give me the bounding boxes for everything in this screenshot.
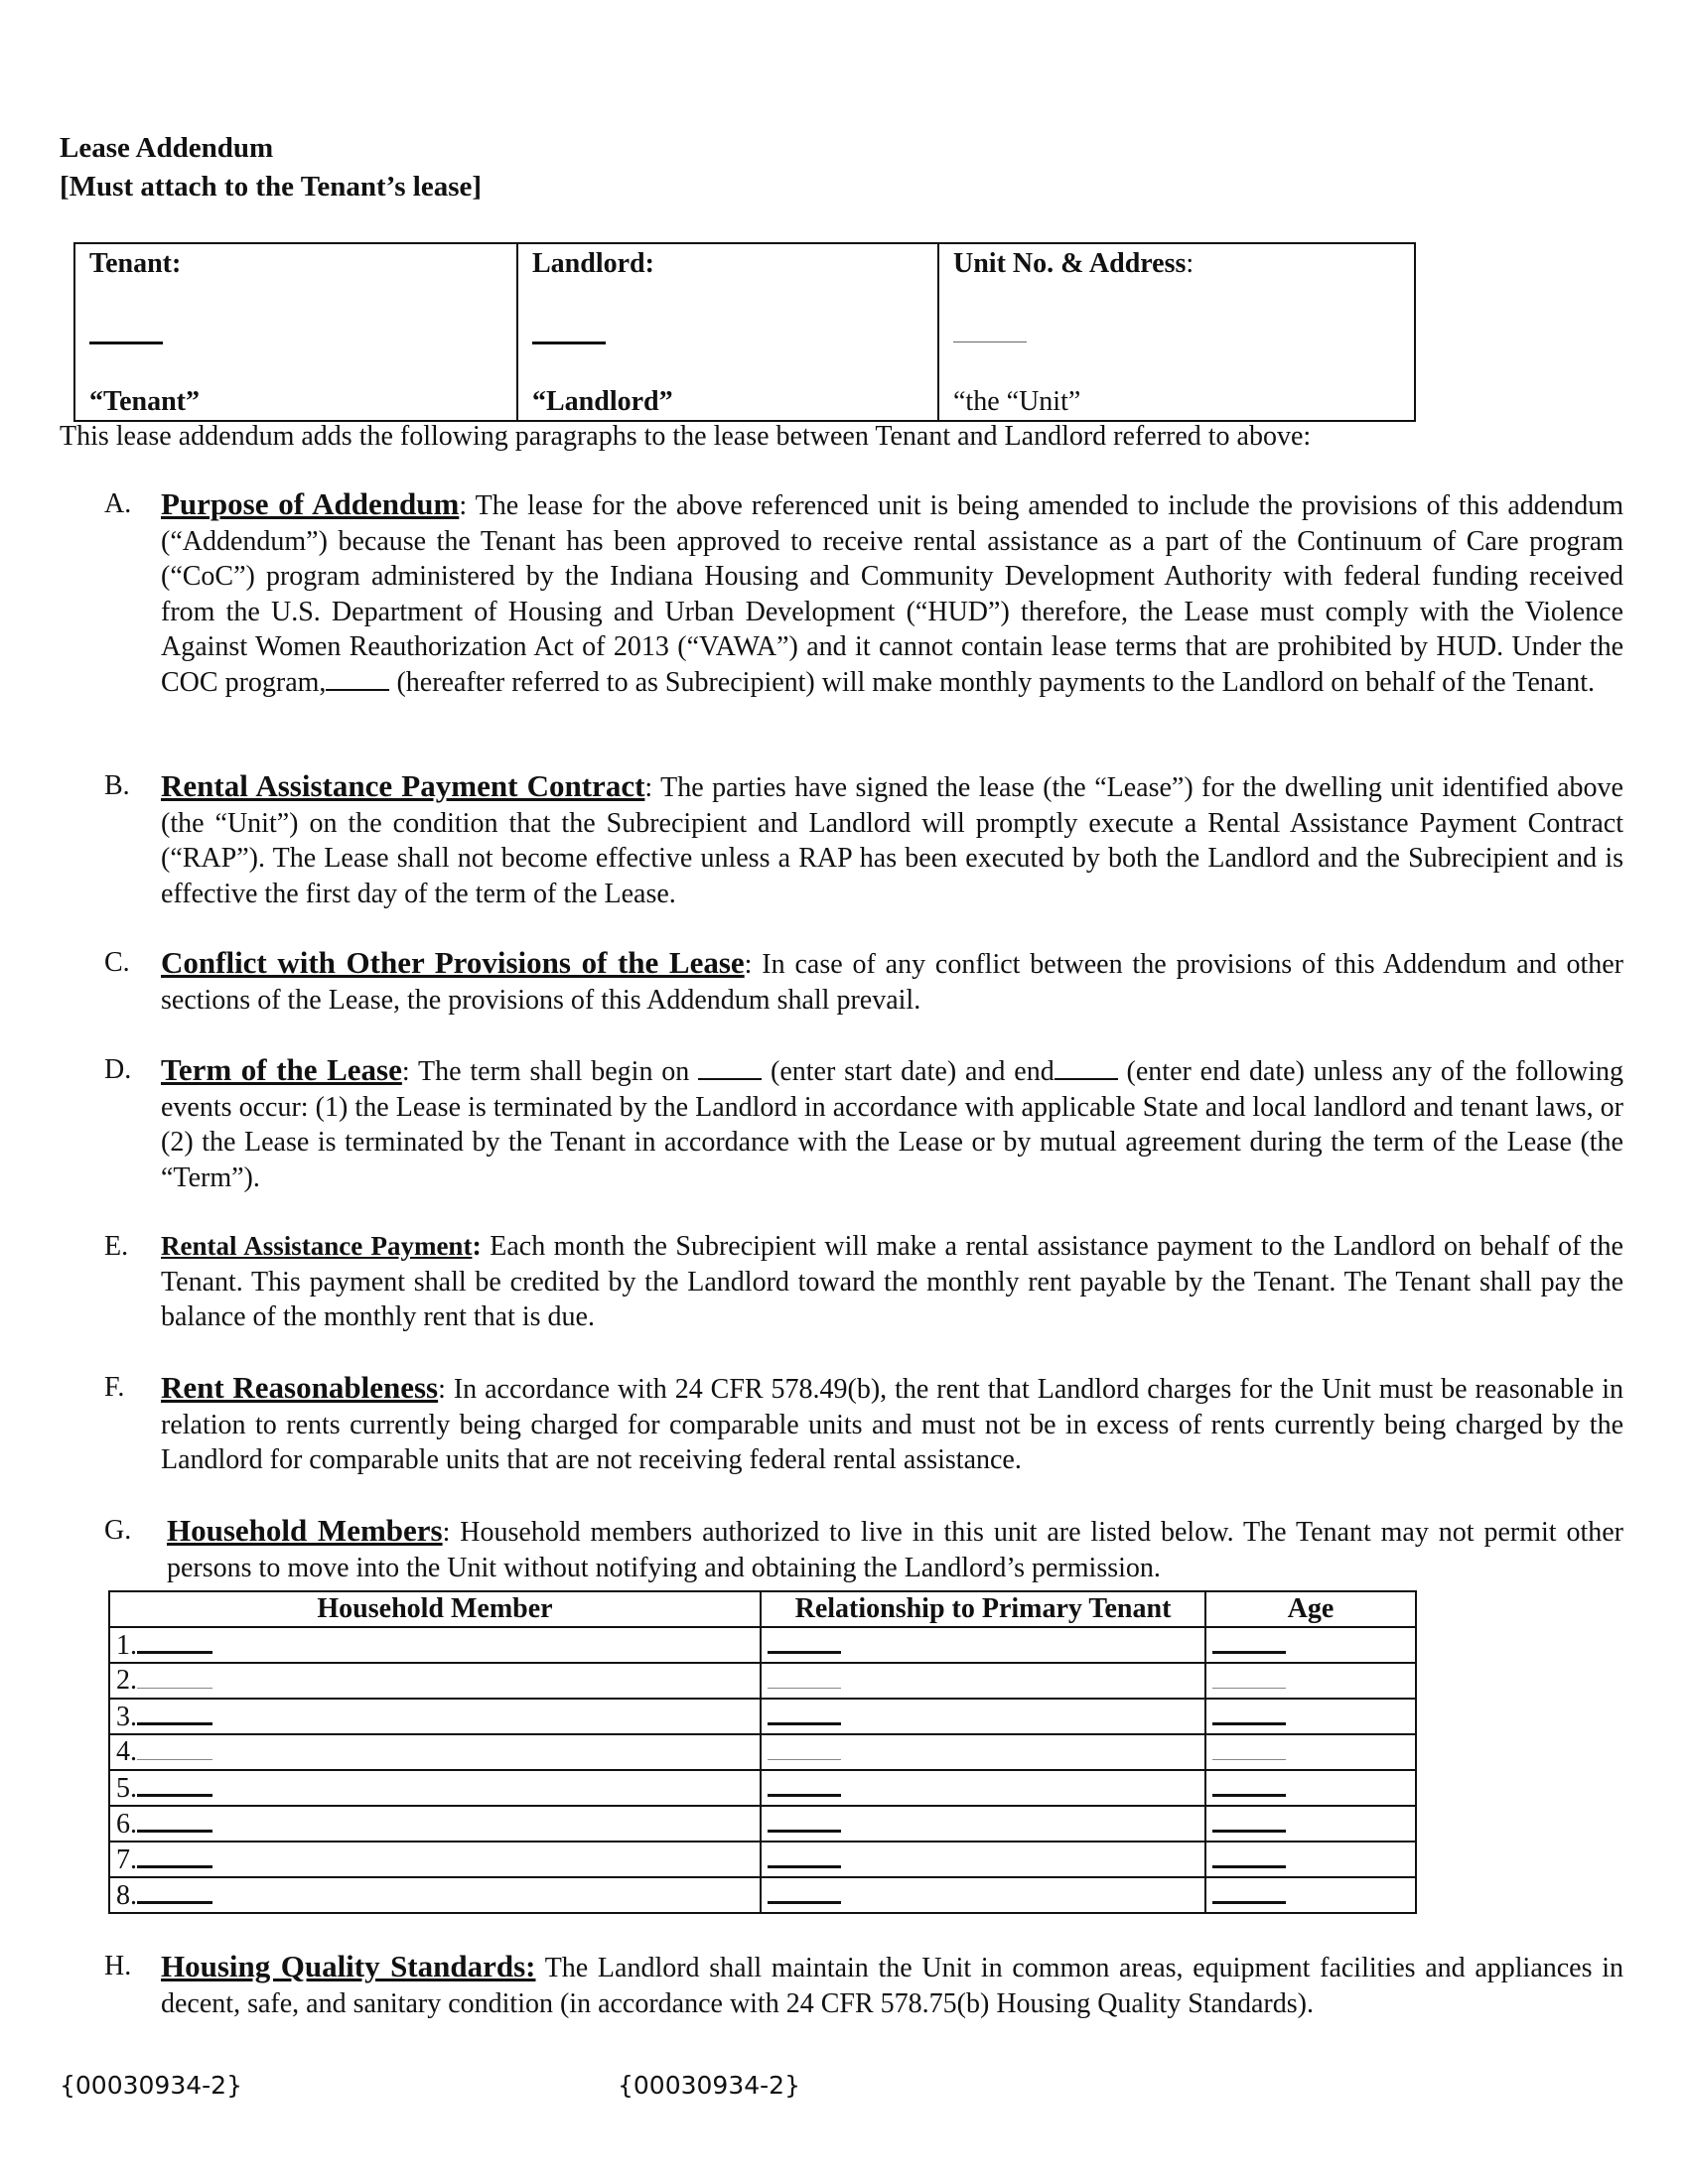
relationship-cell xyxy=(761,1842,1205,1877)
section-a-text-2: (hereafter referred to as Subrecipient) will make monthly payments to the Landlord on behalf of the Tenant. xyxy=(389,666,1595,698)
relationship-blank[interactable] xyxy=(768,1879,841,1904)
section-e-text: Each month the Subrecipient will make a rental assistance payment to the Landlord on behalf of the Tenant. This payment shall be credited by the Landlord toward the monthly rent payable by the Tenant. The Tenant shall pay the balance of the monthly rent that is due. xyxy=(161,1231,1623,1332)
section-e-heading: Rental Assistance Payment xyxy=(161,1231,473,1261)
members-header-row xyxy=(109,1591,1416,1627)
header-household-member: Household Member xyxy=(109,1591,761,1627)
age-blank[interactable] xyxy=(1212,1701,1286,1725)
row-number: 7. xyxy=(116,1843,137,1875)
section-b-letter: B. xyxy=(104,770,130,801)
unit-header-colon: : xyxy=(1186,248,1195,279)
section-b-text: : The parties have signed the lease (the “Lease”) for the dwelling unit identified above (the “Unit”) on the condition that the Subrecipient and Landlord will promptly execute a Rental Assistance Payment Contract (“RAP”). The Lease shall not become effective unless a RAP has been executed by both the Landlord and the Subrecipient and is effective the first day of the term of the Lease. xyxy=(161,772,1623,909)
member-name-blank[interactable] xyxy=(137,1808,212,1833)
section-f xyxy=(104,1370,1623,1478)
header-age: Age xyxy=(1205,1591,1416,1627)
member-name-cell xyxy=(109,1663,761,1699)
unit-header-text: Unit No. & Address xyxy=(953,248,1187,279)
section-c-letter: C. xyxy=(104,947,130,978)
relationship-cell xyxy=(761,1663,1205,1699)
tenant-cell xyxy=(74,243,517,421)
household-members-table xyxy=(108,1590,1417,1914)
section-h-body xyxy=(161,1949,1623,2021)
relationship-blank[interactable] xyxy=(768,1701,841,1725)
relationship-cell xyxy=(761,1734,1205,1770)
row-number: 3. xyxy=(116,1701,137,1732)
row-number: 5. xyxy=(116,1772,137,1804)
section-a-body xyxy=(161,486,1623,700)
member-name-cell xyxy=(109,1699,761,1734)
member-name-blank[interactable] xyxy=(137,1629,212,1654)
section-b-heading: Rental Assistance Payment Contract xyxy=(161,768,645,803)
unit-label: “the “Unit” xyxy=(953,386,1081,417)
section-g-text: : Household members authorized to live in this unit are listed below. The Tenant may not permit other persons to move into the Unit without notifying and obtaining the Landlord’s permission. xyxy=(167,1517,1624,1583)
section-d xyxy=(104,1052,1623,1195)
member-name-cell xyxy=(109,1877,761,1913)
tenant-name-blank[interactable] xyxy=(89,341,163,344)
table-row xyxy=(109,1842,1416,1877)
row-number: 1. xyxy=(116,1629,137,1661)
section-d-text-1: : The term shall begin on xyxy=(401,1056,699,1087)
tenant-label: “Tenant” xyxy=(89,386,201,417)
member-name-cell xyxy=(109,1842,761,1877)
section-g-body xyxy=(167,1513,1623,1585)
row-number: 2. xyxy=(116,1665,137,1696)
age-cell xyxy=(1205,1770,1416,1806)
section-h xyxy=(104,1949,1623,2021)
section-c xyxy=(104,945,1623,1018)
section-f-letter: F. xyxy=(104,1372,125,1403)
table-row xyxy=(109,1770,1416,1806)
age-cell xyxy=(1205,1699,1416,1734)
relationship-blank[interactable] xyxy=(768,1772,841,1797)
relationship-blank[interactable] xyxy=(768,1737,841,1760)
section-f-text: : In accordance with 24 CFR 578.49(b), the rent that Landlord charges for the Unit must be reasonable in relation to rents currently being charged for comparable units and must not be in excess of rents currently being charged by the Landlord for comparable units that are not receiving federal rental assistance. xyxy=(161,1374,1623,1475)
member-name-blank[interactable] xyxy=(137,1772,212,1797)
section-h-text: The Landlord shall maintain the Unit in common areas, equipment facilities and appliances in decent, safe, and sanitary condition (in accordance with 24 CFR 578.75(b) Housing Quality Standards). xyxy=(161,1953,1623,2019)
section-b-body xyxy=(161,768,1623,911)
unit-header xyxy=(953,248,1194,280)
age-blank[interactable] xyxy=(1212,1808,1286,1833)
relationship-cell xyxy=(761,1877,1205,1913)
relationship-blank[interactable] xyxy=(768,1629,841,1654)
relationship-cell xyxy=(761,1699,1205,1734)
table-row xyxy=(109,1699,1416,1734)
section-f-body xyxy=(161,1370,1623,1478)
member-name-blank[interactable] xyxy=(137,1843,212,1868)
relationship-cell xyxy=(761,1770,1205,1806)
landlord-header: Landlord: xyxy=(532,248,654,279)
age-cell xyxy=(1205,1627,1416,1663)
section-g-letter: G. xyxy=(104,1515,132,1546)
member-name-blank[interactable] xyxy=(137,1737,212,1760)
row-number: 4. xyxy=(116,1736,137,1767)
member-name-cell xyxy=(109,1770,761,1806)
member-name-cell xyxy=(109,1734,761,1770)
age-cell xyxy=(1205,1663,1416,1699)
table-row xyxy=(109,1627,1416,1663)
table-row xyxy=(109,1734,1416,1770)
end-date-blank[interactable] xyxy=(1055,1056,1118,1080)
section-a-text-1: : The lease for the above referenced unit is being amended to include the provisions of this addendum (“Addendum”) because the Tenant has been approved to receive rental assistance as a part of the Continuum of Care program (“CoC”) program administered by the Indiana Housing and Community Development Authority with federal funding received from the U.S. Department of Housing and Urban Development (“HUD”) therefore, the Lease must comply with the Violence Against Women Reauthorization Act of 2013 (“VAWA”) and it cannot contain lease terms that are prohibited by HUD. Under the COC program, xyxy=(161,490,1623,698)
section-d-text-2: (enter start date) and end xyxy=(762,1056,1055,1087)
section-c-body xyxy=(161,945,1623,1018)
section-d-heading: Term of the Lease xyxy=(161,1052,402,1087)
relationship-cell xyxy=(761,1806,1205,1842)
document-subtitle: [Must attach to the Tenant’s lease] xyxy=(60,171,483,203)
table-row xyxy=(109,1663,1416,1699)
member-name-blank[interactable] xyxy=(137,1879,212,1904)
section-d-text-3: (enter end date) unless any of the following events occur: (1) the Lease is terminated by the Landlord in accordance with applicable State and local landlord and tenant laws, or (2) the Lease is terminated by the Tenant in accordance with the Lease or by mutual agreement during the term of the Lease (the “Term”). xyxy=(161,1056,1623,1193)
age-blank[interactable] xyxy=(1212,1666,1286,1689)
unit-cell xyxy=(938,243,1415,421)
relationship-blank[interactable] xyxy=(768,1808,841,1833)
age-blank[interactable] xyxy=(1212,1772,1286,1797)
table-row xyxy=(109,1806,1416,1842)
row-number: 8. xyxy=(116,1879,137,1911)
age-cell xyxy=(1205,1734,1416,1770)
tenant-header: Tenant: xyxy=(89,248,182,279)
footer-doc-id-left: {00030934-2} xyxy=(60,2071,242,2100)
section-b xyxy=(104,768,1623,911)
member-name-blank[interactable] xyxy=(137,1666,212,1689)
document-title: Lease Addendum xyxy=(60,132,274,164)
age-blank[interactable] xyxy=(1212,1629,1286,1654)
landlord-label: “Landlord” xyxy=(532,386,673,417)
start-date-blank[interactable] xyxy=(698,1056,762,1080)
age-blank[interactable] xyxy=(1212,1737,1286,1760)
age-cell xyxy=(1205,1877,1416,1913)
section-d-body xyxy=(161,1052,1623,1195)
section-g-heading: Household Members xyxy=(167,1513,443,1548)
age-cell xyxy=(1205,1806,1416,1842)
age-cell xyxy=(1205,1842,1416,1877)
member-name-cell xyxy=(109,1806,761,1842)
section-f-heading: Rent Reasonableness xyxy=(161,1370,439,1405)
section-e-colon: : xyxy=(472,1231,482,1262)
landlord-name-blank[interactable] xyxy=(532,341,606,344)
section-c-text: : In case of any conflict between the provisions of this Addendum and other sections of the Lease, the provisions of this Addendum shall prevail. xyxy=(161,949,1624,1016)
age-blank[interactable] xyxy=(1212,1879,1286,1904)
member-name-cell xyxy=(109,1627,761,1663)
table-row xyxy=(109,1877,1416,1913)
parties-table xyxy=(73,242,1416,422)
relationship-cell xyxy=(761,1627,1205,1663)
section-g xyxy=(104,1513,1623,1585)
relationship-blank[interactable] xyxy=(768,1843,841,1868)
section-a-heading: Purpose of Addendum xyxy=(161,486,460,521)
section-e xyxy=(104,1229,1623,1335)
relationship-blank[interactable] xyxy=(768,1666,841,1689)
row-number: 6. xyxy=(116,1808,137,1840)
age-blank[interactable] xyxy=(1212,1843,1286,1868)
header-relationship: Relationship to Primary Tenant xyxy=(761,1591,1205,1627)
footer-doc-id-right: {00030934-2} xyxy=(618,2071,800,2100)
section-h-heading: Housing Quality Standards: xyxy=(161,1949,536,1983)
section-e-body xyxy=(161,1229,1623,1335)
section-c-heading: Conflict with Other Provisions of the Lease xyxy=(161,945,745,980)
intro-paragraph: This lease addendum adds the following paragraphs to the lease between Tenant and Landlord referred to above: xyxy=(60,421,1312,452)
landlord-cell xyxy=(517,243,938,421)
subrecipient-blank[interactable] xyxy=(326,667,389,691)
section-a xyxy=(104,486,1623,700)
section-a-letter: A. xyxy=(104,488,132,519)
unit-address-blank[interactable] xyxy=(953,341,1027,342)
section-d-letter: D. xyxy=(104,1054,132,1085)
member-name-blank[interactable] xyxy=(137,1701,212,1725)
section-e-letter: E. xyxy=(104,1231,129,1262)
section-h-letter: H. xyxy=(104,1951,132,1981)
